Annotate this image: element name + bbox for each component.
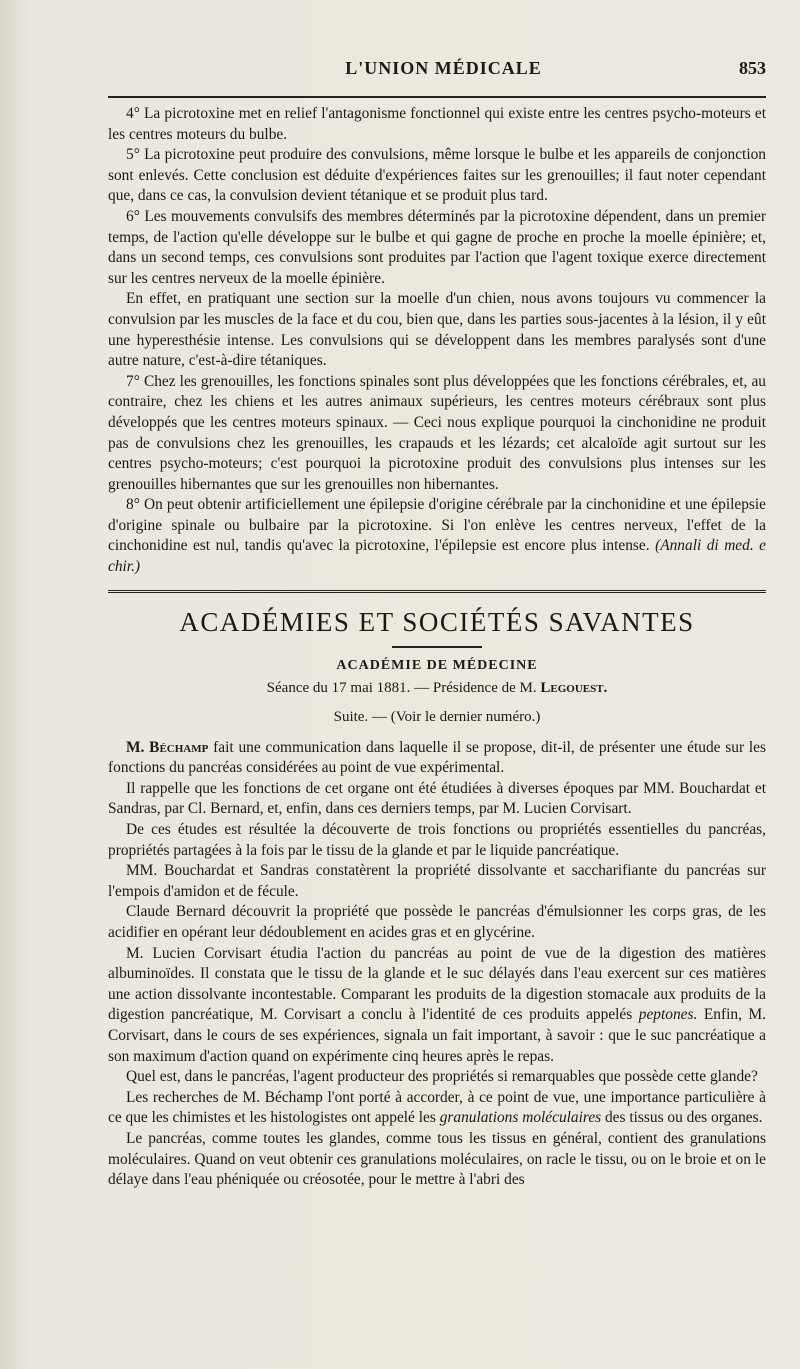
paragraph-point-8-text: 8° On peut obtenir artificiellement une épilepsie d'origine cérébrale par la cinchonidine et une épilepsie d'origine spinale ou bulbaire par la picrotoxine. Si l'on enlève les centres nerveux, l'effet de la cinchonidine est nul, tandis qu'avec la picrotoxine, l'épilepsie est encore plus intense.	[108, 496, 766, 555]
citation: (Annali di med. e chir.)	[108, 537, 766, 576]
session-line	[108, 680, 766, 697]
section-title: ACADÉMIES ET SOCIÉTÉS SAVANTES	[179, 606, 695, 637]
paragraph-history: Il rappelle que les fonctions de cet organe ont été étudiées à diverses époques par MM. Bouchardat et Sandras, par Cl. Bernard, et, enfin, dans ces derniers temps, par M. Lucien Corvisart.	[108, 779, 766, 818]
granulations-text-2: des tissus ou des organes.	[601, 1109, 763, 1127]
term-granulations: granulations moléculaires	[439, 1109, 602, 1127]
title-underline	[392, 646, 482, 648]
article-conclusions	[108, 104, 766, 578]
paragraph-point-5: 5° La picrotoxine peut produire des convulsions, même lorsque le bulbe et les appareils de conjonction sont enlevés. Cette conclusion est déduite d'expériences faites sur les grenouilles; il faut noter cependant que, dans ce cas, la convulsion devient tétanique et se produit plus tard.	[108, 146, 766, 205]
session-date: Séance du 17 mai 1881. — Présidence de M.	[266, 679, 541, 696]
term-peptones: peptones.	[638, 1006, 698, 1024]
header-rule	[108, 96, 766, 98]
corvisart-text-2: Enfin, M. Corvisart, dans le cours de ses expériences, signala un fait important, à savoir : que le suc pancréatique a son maximum d'action quand on expérimente cinq heures après le repas.	[108, 1006, 766, 1065]
paragraph-point-4: 4° La picrotoxine met en relief l'antagonisme fonctionnel qui existe entre les centres psycho-moteurs et les centres moteurs du bulbe.	[108, 105, 766, 143]
paragraph-point-6: 6° Les mouvements convulsifs des membres déterminés par la picrotoxine dépendent, dans un premier temps, de l'action qu'elle développe sur le bulbe et qui gagne de proche en proche la moelle épinière; et, dans un second temps, ces convulsions sont produites par l'action que l'agent toxique exerce directement sur les centres nerveux de la moelle épinière.	[108, 207, 766, 287]
speaker-name: M. Béchamp	[126, 738, 209, 756]
academy-report	[108, 738, 766, 1191]
paragraph-granulations	[108, 1088, 766, 1129]
corvisart-text-1: M. Lucien Corvisart étudia l'action du pancréas au point de vue de la digestion des matières albuminoïdes. Il constata que le tissu de la glande et le suc délayés dans l'eau exercent sur ces matières une action dissolvante incontestable. Comparant les produits de la digestion stomacale aux produits de la digestion pancréatique, M. Corvisart a conclu à l'identité de ces produits appelés	[108, 944, 766, 1024]
paragraph-communication	[108, 738, 766, 779]
page-header	[108, 58, 766, 92]
paragraph-point-8	[108, 495, 766, 577]
session-president: Legouest.	[540, 679, 608, 696]
paragraph-communication-text: fait une communication dans laquelle il se propose, dit-il, de présenter une étude sur les fonctions du pancréas considérées au point de vue expérimental.	[108, 738, 766, 777]
paragraph-bouchardat: MM. Bouchardat et Sandras constatèrent la propriété dissolvante et saccharifiante du pancréas sur l'empois d'amidon et de fécule.	[108, 862, 766, 900]
granulations-text-1: Les recherches de M. Béchamp l'ont porté à accorder, à ce point de vue, une importance particulière à ce que les chimistes et les histologistes ont appelé les	[108, 1088, 766, 1127]
continuation-note: Suite. — (Voir le dernier numéro.)	[333, 708, 541, 725]
section-divider	[108, 590, 766, 595]
paragraph-bernard: Claude Bernard découvrit la propriété que possède le pancréas d'émulsionner les corps gras, de les acidifier en opérant leur dédoublement en acides gras et en glycérine.	[108, 903, 766, 941]
paragraph-three-functions: De ces études est résultée la découverte de trois fonctions ou propriétés essentielles du pancréas, propriétés partagées à la fois par le tissu de la glande et par le liquide pancréatique.	[108, 821, 766, 859]
paragraph-pancreas-tissue: Le pancréas, comme toutes les glandes, comme tous les tissus en général, contient des granulations moléculaires. Quand on veut obtenir ces granulations moléculaires, on racle le tissu, ou on le broie et on le délaye dans l'eau phéniquée ou créosotée, pour le mettre à l'abri des	[108, 1129, 766, 1189]
paragraph-corvisart	[108, 944, 766, 1068]
paragraph-point-7: 7° Chez les grenouilles, les fonctions spinales sont plus développées que les fonctions cérébrales, et, au contraire, chez les chiens et les autres animaux supérieurs, les centres moteurs cérébraux sont plus développés que les centres moteurs spinaux. — Ceci nous explique pourquoi la cinchonidine ne produit pas de convulsions chez les grenouilles, les crapauds et les lézards; cet alcaloïde agit surtout sur les centres psycho-moteurs; c'est pourquoi la picrotoxine produit des convulsions plus intenses sur les grenouilles hibernantes que sur les grenouilles non hibernantes.	[108, 372, 766, 493]
paragraph-question: Quel est, dans le pancréas, l'agent producteur des propriétés si remarquables que possède cette glande?	[126, 1068, 758, 1086]
page-number: 853	[739, 58, 766, 78]
running-title: L'UNION MÉDICALE	[345, 58, 542, 78]
paragraph-en-effet: En effet, en pratiquant une section sur la moelle d'un chien, nous avons toujours vu commencer la convulsion par les muscles de la face et du cou, bien que, dans les parties sous-jacentes à la lésion, il y eût une hyperesthésie intense. Les convulsions qui se développent dans les membres paralysés sont d'une autre nature, c'est-à-dire tétaniques.	[108, 290, 766, 370]
academy-heading: ACADÉMIE DE MÉDECINE	[336, 657, 538, 673]
